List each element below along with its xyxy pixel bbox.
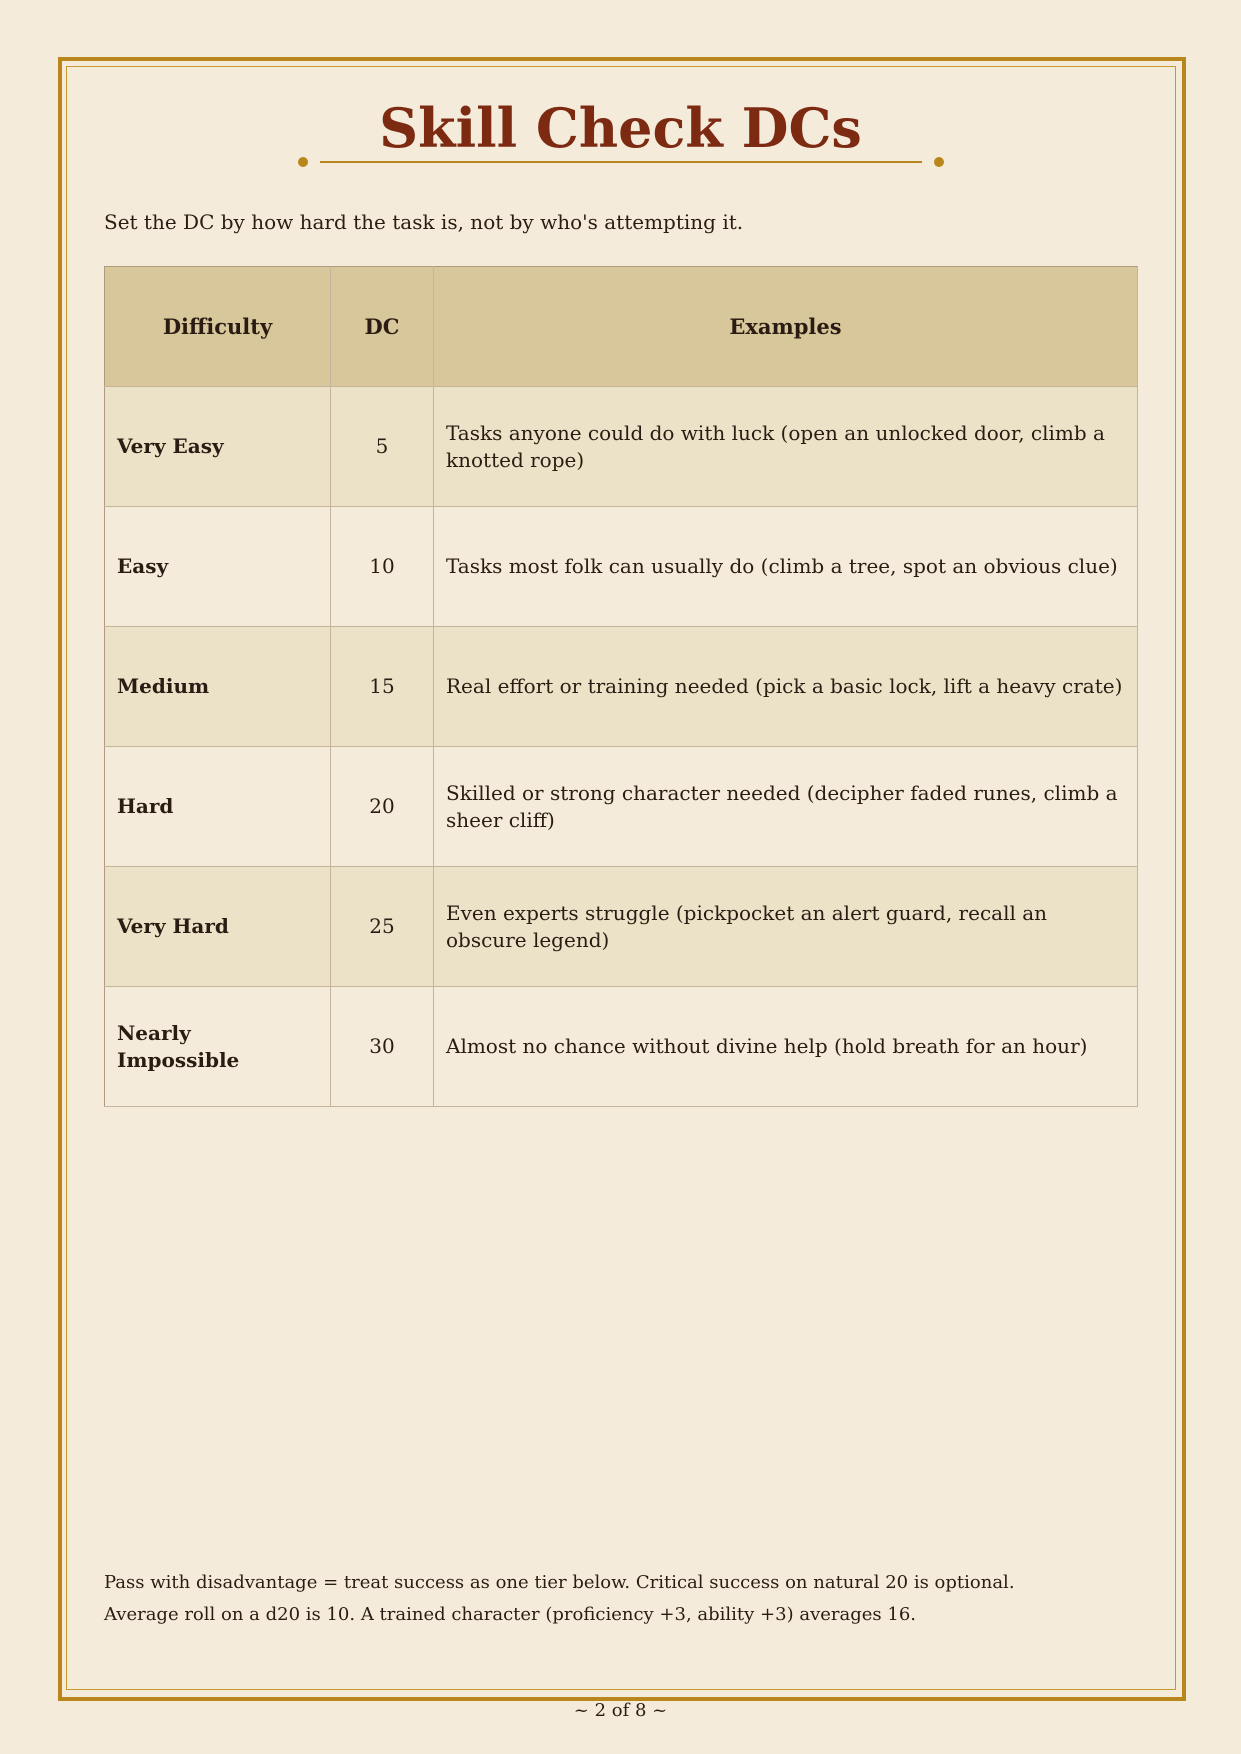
header-difficulty: Difficulty — [105, 267, 331, 387]
difficulty-cell: Very Hard — [105, 867, 331, 987]
footnote-disadvantage: Pass with disadvantage = treat success as one tier below. Critical success on natural 20 is optional. — [104, 1572, 1015, 1593]
page-title: Skill Check DCs — [379, 96, 862, 160]
intro-text: Set the DC by how hard the task is, not by who's attempting it. — [104, 210, 744, 234]
difficulty-cell: Very Easy — [105, 387, 331, 507]
header-dc: DC — [331, 267, 434, 387]
dc-cell: 30 — [331, 987, 434, 1107]
footnote-average-roll: Average roll on a d20 is 10. A trained character (proficiency +3, ability +3) averages 16. — [104, 1604, 916, 1625]
header-examples: Examples — [434, 267, 1138, 387]
dc-cell: 10 — [331, 507, 434, 627]
dc-table — [104, 266, 1138, 1107]
table-row — [105, 747, 1138, 867]
table-row — [105, 867, 1138, 987]
difficulty-cell: Easy — [105, 507, 331, 627]
examples-cell: Almost no chance without divine help (hold breath for an hour) — [434, 987, 1138, 1107]
title-ornament — [298, 156, 944, 168]
dc-cell: 15 — [331, 627, 434, 747]
dc-cell: 5 — [331, 387, 434, 507]
examples-cell: Real effort or training needed (pick a basic lock, lift a heavy crate) — [434, 627, 1138, 747]
ornament-rule — [320, 161, 922, 163]
difficulty-cell: Nearly Impossible — [105, 987, 331, 1107]
footnotes — [104, 1567, 1144, 1631]
page-number: ~ 2 of 8 ~ — [573, 1700, 668, 1721]
table-row — [105, 987, 1138, 1107]
table-row — [105, 507, 1138, 627]
ornament-dot-left — [298, 157, 308, 167]
table-row — [105, 387, 1138, 507]
difficulty-cell: Hard — [105, 747, 331, 867]
examples-cell: Skilled or strong character needed (decipher faded runes, climb a sheer cliff) — [434, 747, 1138, 867]
examples-cell: Tasks most folk can usually do (climb a tree, spot an obvious clue) — [434, 507, 1138, 627]
difficulty-cell: Medium — [105, 627, 331, 747]
dc-cell: 20 — [331, 747, 434, 867]
ornament-dot-right — [934, 157, 944, 167]
examples-cell: Even experts struggle (pickpocket an alert guard, recall an obscure legend) — [434, 867, 1138, 987]
examples-cell: Tasks anyone could do with luck (open an unlocked door, climb a knotted rope) — [434, 387, 1138, 507]
table-row — [105, 627, 1138, 747]
dc-cell: 25 — [331, 867, 434, 987]
table-header-row — [105, 267, 1138, 387]
